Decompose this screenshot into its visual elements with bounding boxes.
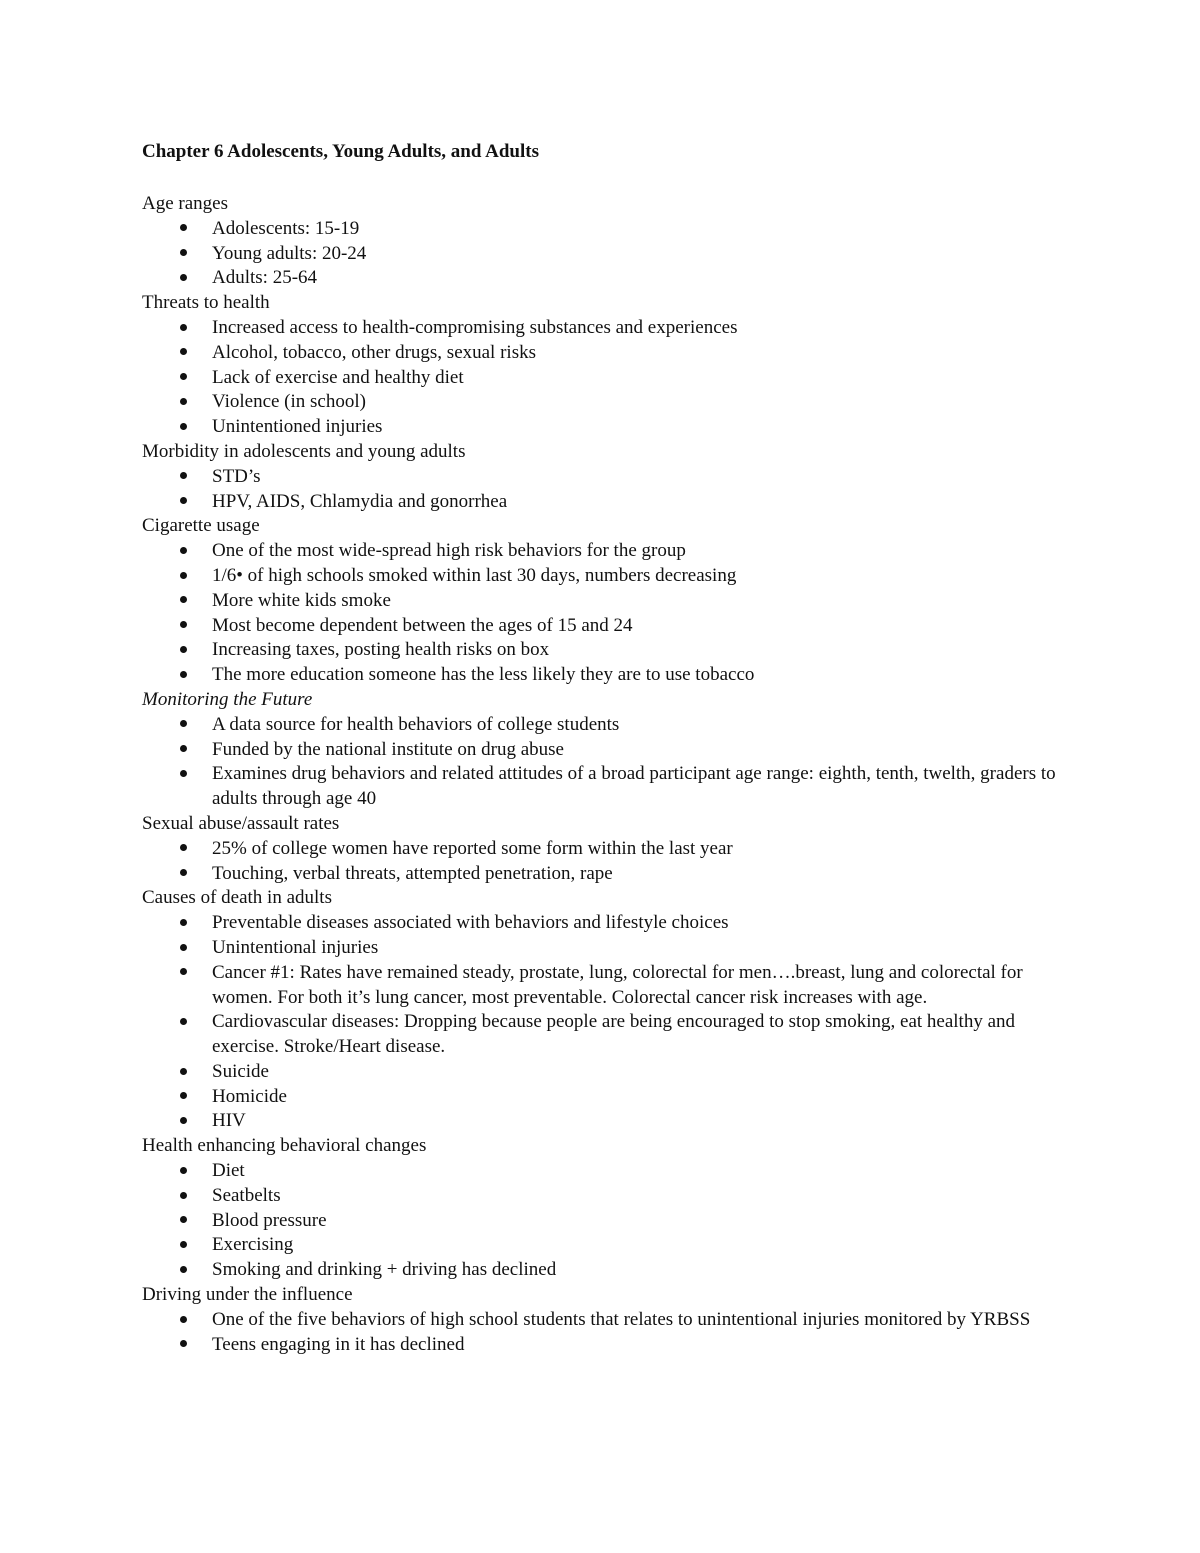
bullet-icon [178,341,188,366]
list-item-text: Exercising [212,1234,294,1256]
section-heading: Cigarette usage [142,515,260,537]
list-item [142,713,1062,738]
list-item-text: Blood pressure [212,1209,327,1231]
list-item [142,316,1062,341]
bullet-list [142,911,1062,1134]
list-item [142,341,1062,366]
list-item-text: Teens engaging in it has declined [212,1333,465,1355]
list-item-text: Increasing taxes, posting health risks on box [212,639,550,661]
list-item-text: Seatbelts [212,1184,281,1206]
bullet-icon [178,242,188,267]
list-item-text: Funded by the national institute on drug abuse [212,738,564,760]
list-item [142,390,1062,415]
list-item-text: Alcohol, tobacco, other drugs, sexual risks [212,341,536,363]
list-item-text: 1/6• of high schools smoked within last 30 days, numbers decreasing [212,564,737,586]
list-item [142,1010,1062,1060]
bullet-list [142,837,1062,887]
bullet-icon [178,1233,188,1258]
list-item-text: One of the most wide-spread high risk behaviors for the group [212,540,686,562]
list-item-text: Suicide [212,1060,269,1082]
bullet-icon [178,266,188,291]
list-item-text: Homicide [212,1085,287,1107]
bullet-icon [178,1184,188,1209]
bullet-icon [178,316,188,341]
list-item [142,266,1062,291]
bullet-icon [178,936,188,961]
list-item [142,465,1062,490]
bullet-icon [178,366,188,391]
list-item-text: Preventable diseases associated with behaviors and lifestyle choices [212,912,729,934]
bullet-icon [178,589,188,614]
list-item-text: Adults: 25-64 [212,267,318,289]
bullet-icon [178,1308,188,1333]
list-item [142,1159,1062,1184]
list-item [142,242,1062,267]
list-item-text: The more education someone has the less likely they are to use tobacco [212,664,755,686]
list-item [142,837,1062,862]
bullet-icon [178,1258,188,1283]
list-item [142,1109,1062,1134]
list-item [142,862,1062,887]
list-item-text: Examines drug behaviors and related attitudes of a broad participant age range: eighth, tenth, twelth, graders to adults through age 40 [212,763,1056,810]
list-item-text: HIV [212,1110,246,1132]
list-item-text: Young adults: 20-24 [212,242,367,264]
bullet-list [142,713,1062,812]
list-item-text: Smoking and drinking + driving has declined [212,1259,557,1281]
section-heading: Health enhancing behavioral changes [142,1135,427,1157]
list-item [142,1085,1062,1110]
bullet-icon [178,638,188,663]
list-item-text: HPV, AIDS, Chlamydia and gonorrhea [212,490,508,512]
list-item [142,738,1062,763]
list-item [142,663,1062,688]
bullet-icon [178,564,188,589]
bullet-list [142,1159,1062,1283]
bullet-icon [178,911,188,936]
list-item [142,539,1062,564]
list-item [142,638,1062,663]
bullet-icon [178,614,188,639]
list-item-text: Unintentioned injuries [212,416,383,438]
list-item [142,415,1062,440]
list-item-text: Increased access to health-compromising substances and experiences [212,316,738,338]
document-title: Chapter 6 Adolescents, Young Adults, and Adults [142,141,539,162]
bullet-icon [178,1109,188,1134]
bullet-list [142,316,1062,440]
bullet-icon [178,738,188,763]
list-item [142,564,1062,589]
list-item-text: 25% of college women have reported some form within the last year [212,837,733,859]
section-heading: Monitoring the Future [142,688,313,710]
list-item [142,1333,1062,1358]
bullet-icon [178,1159,188,1184]
list-item-text: Most become dependent between the ages of 15 and 24 [212,614,633,636]
list-item [142,490,1062,515]
section-heading: Age ranges [142,193,228,214]
list-item-text: STD’s [212,465,261,487]
bullet-icon [178,1010,188,1035]
bullet-icon [178,1060,188,1085]
bullet-icon [178,539,188,564]
bullet-icon [178,217,188,242]
sections-container [142,192,1062,1357]
bullet-icon [178,390,188,415]
bullet-icon [178,1209,188,1234]
list-item [142,961,1062,1011]
section-heading: Sexual abuse/assault rates [142,812,340,834]
list-item [142,614,1062,639]
list-item [142,1233,1062,1258]
section-heading: Driving under the influence [142,1284,353,1306]
list-item [142,217,1062,242]
list-item-text: A data source for health behaviors of college students [212,713,620,735]
bullet-list [142,539,1062,688]
list-item-text: More white kids smoke [212,589,391,611]
list-item [142,589,1062,614]
list-item-text: Cardiovascular diseases: Dropping because people are being encouraged to stop smoking, eat healthy and exercise. Stroke/Heart disease. [212,1011,1016,1058]
document-page [142,140,1062,1357]
list-item [142,1308,1062,1333]
bullet-icon [178,961,188,986]
bullet-list [142,465,1062,515]
list-item-text: Unintentional injuries [212,936,379,958]
bullet-icon [178,465,188,490]
section-heading: Threats to health [142,292,270,314]
bullet-icon [178,762,188,787]
bullet-icon [178,837,188,862]
bullet-icon [178,663,188,688]
list-item-text: Violence (in school) [212,391,366,413]
list-item-text: Adolescents: 15-19 [212,217,360,239]
bullet-icon [178,862,188,887]
list-item [142,936,1062,961]
list-item [142,1209,1062,1234]
section-heading: Morbidity in adolescents and young adults [142,440,466,462]
list-item-text: Diet [212,1160,245,1182]
list-item [142,366,1062,391]
list-item [142,1184,1062,1209]
list-item [142,1258,1062,1283]
list-item-text: One of the five behaviors of high school students that relates to unintentional injuries monitored by YRBSS [212,1308,1031,1330]
bullet-list [142,1308,1062,1358]
bullet-list [142,217,1062,291]
list-item-text: Cancer #1: Rates have remained steady, prostate, lung, colorectal for men….breast, lung and colorectal for women. For both it’s lung cancer, most preventable. Colorectal cancer risk increases with age. [212,961,1023,1008]
list-item-text: Touching, verbal threats, attempted penetration, rape [212,862,613,884]
section-heading: Causes of death in adults [142,887,332,909]
bullet-icon [178,415,188,440]
list-item [142,911,1062,936]
list-item-text: Lack of exercise and healthy diet [212,366,464,388]
list-item [142,762,1062,812]
list-item [142,1060,1062,1085]
bullet-icon [178,490,188,515]
bullet-icon [178,713,188,738]
bullet-icon [178,1333,188,1358]
bullet-icon [178,1085,188,1110]
